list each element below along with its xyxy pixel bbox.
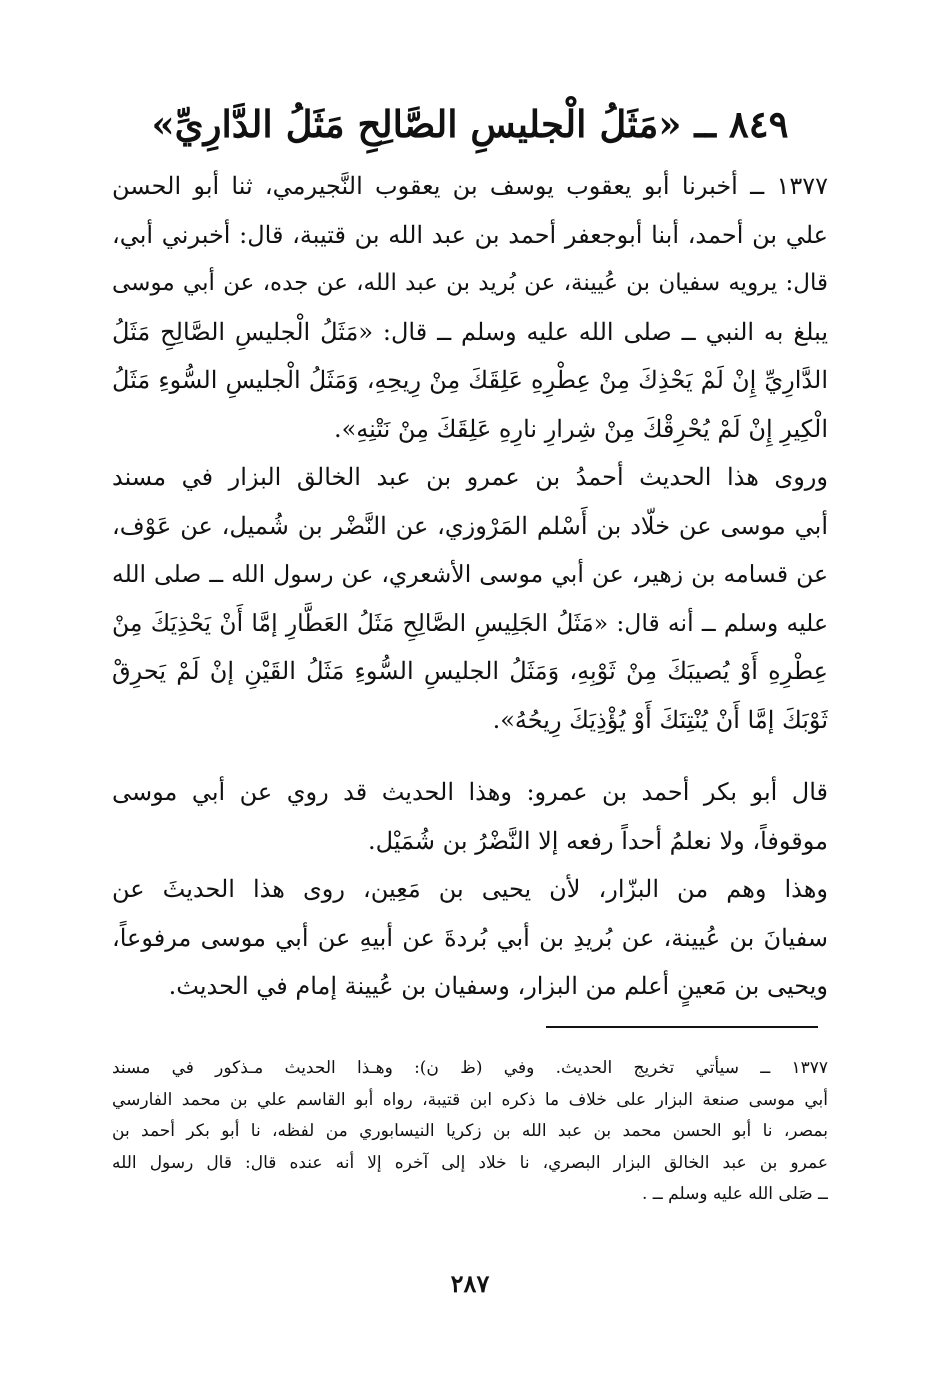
text-line: قال: يرويه سفيان بن عُيينة، عن بُريد بن عبد الله، عن جده، عن أبي موسى	[112, 270, 828, 296]
text-line: أبي موسى عن خلّاد بن أَسْلم المَرْوزي، عن النَّضْر بن شُميل، عن عَوْف،	[112, 511, 828, 540]
text-line: الْكِيرِ إِنْ لَمْ يُحْرِقْكَ مِنْ شِرارِ نارِهِ عَلِقَكَ مِنْ نَتْنِهِ».	[333, 414, 828, 443]
text-line: يبلغ به النبي ــ صلى الله عليه وسلم ــ قال: «مَثَلُ الْجليسِ الصَّالِحِ مَثَلُ	[112, 317, 828, 346]
text-line: وروى هذا الحديث أحمدُ بن عمرو بن عبد الخالق البزار في مسند	[112, 463, 828, 491]
text-line: موقوفاً، ولا نعلمُ أحداً رفعه إلا النَّضْرُ بن شُمَيْل.	[367, 826, 828, 855]
text-line: عِطْرِهِ أَوْ يُصيبَكَ مِنْ ثَوْبِهِ، وَمَثَلُ الجليسِ السُّوءِ مَثَلُ القَيْنِ إنْ لَمْ يَحرِقْ	[112, 657, 828, 685]
page-number: ٢٨٧	[450, 1269, 490, 1298]
footnote-line: ــ صَلى الله عليه وسلم ــ .	[641, 1184, 828, 1204]
text-line: علي بن أحمد، أبنا أبوجعفر أحمد بن عبد الله بن قتيبة، قال: أخبرني أبي،	[112, 220, 828, 249]
text-line: وهذا وهم من البزّار، لأن يحيى بن مَعِين، روى هذا الحديثَ عن	[112, 875, 828, 903]
footnote-line: أبي موسى صنعة البزار على خلاف ما ذكره ابن قتيبة، رواه أبو القاسم علي بن محمد الفارسي	[112, 1089, 828, 1110]
text-line: الدَّارِيِّ إِنْ لَمْ يَحْذِكَ مِنْ عِطْرِهِ عَلِقَكَ مِنْ رِيحِهِ، وَمَثَلُ الْجليسِ السُّوءِ مَثَلُ	[112, 366, 828, 394]
text-line: ثَوْبَكَ إمَّا أَنْ يُنْتِنَكَ أَوْ يُؤْذِيَكَ رِيحُهُ».	[492, 705, 828, 734]
main-text	[112, 162, 828, 1011]
text-line: عن قسامه بن زهير، عن أبي موسى الأشعري، عن رسول الله ــ صلى الله	[112, 560, 828, 588]
text-line: عليه وسلم ــ أنه قال: «مَثَلُ الجَلِيسِ الصَّالِحِ مَثَلُ العَطَّارِ إمَّا أَنْ يَحْذِيَكَ مِنْ	[112, 608, 828, 637]
text-line: ١٣٧٧ ــ أخبرنا أبو يعقوب يوسف بن يعقوب النَّجيرمي، ثنا أبو الحسن	[112, 172, 828, 200]
chapter-title: ٨٤٩ ــ «مَثَلُ الْجليسِ الصَّالِحِ مَثَلُ الدَّارِيِّ»	[151, 102, 789, 146]
footnote-divider	[546, 1026, 818, 1028]
footnote-line: بمصر، نا أبو الحسن محمد بن عبد الله بن زكريا النيسابوري من لفظه، نا أبو بكر أحمد بن	[112, 1121, 828, 1141]
text-line: قال أبو بكر أحمد بن عمرو: وهذا الحديث قد روي عن أبي موسى	[112, 778, 828, 806]
footnotes	[112, 1053, 828, 1211]
footnote-line: عمرو بن عبد الخالق البزار البصري، نا خلاد إلى آخره إلا أنه عنده قال: قال رسول الله	[112, 1152, 828, 1173]
text-line: سفيانَ بن عُيينة، عن بُريدِ بن أبي بُردةَ عن أبيهِ عن أبي موسى مرفوعاً،	[112, 923, 828, 952]
paragraph-gap	[112, 744, 828, 768]
text-line: ويحيى بن مَعينٍ أعلم من البزار، وسفيان بن عُيينة إمام في الحديث.	[168, 972, 828, 1000]
footnote-line: ١٣٧٧ ــ سيأتي تخريج الحديث. وفي (ظ ن): وهـذا الحديث مـذكور في مسند	[112, 1058, 828, 1078]
